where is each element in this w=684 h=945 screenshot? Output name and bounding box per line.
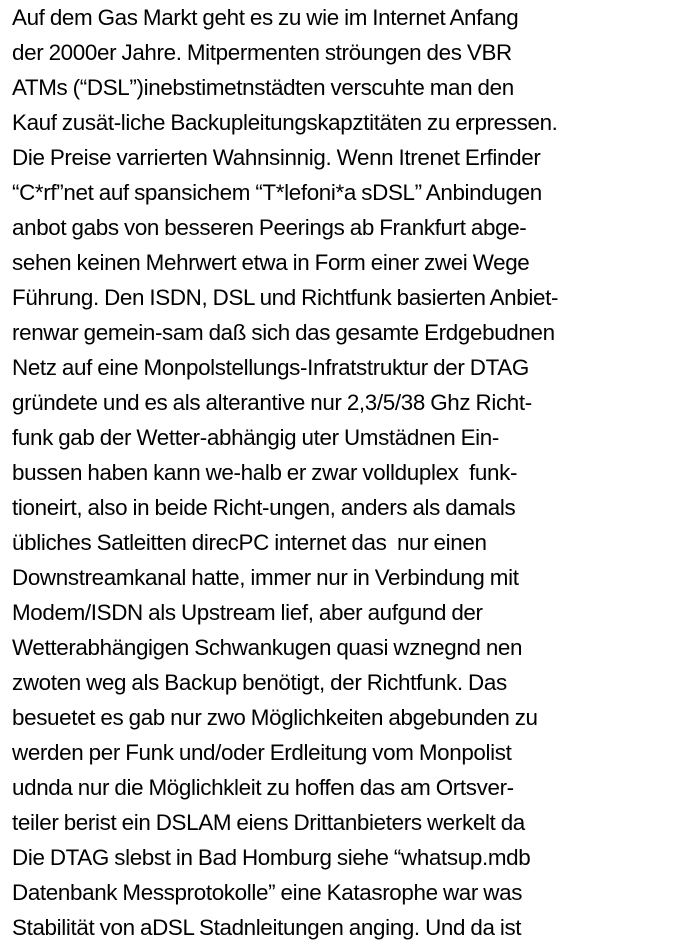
text-line-21: besuetet es gab nur zwo Möglichkeiten abgebunden zu xyxy=(12,705,538,730)
text-line-6: “C*rf”net auf spansichem “T*lefoni*a sDSL” Anbindugen xyxy=(12,180,542,205)
text-line-1: Auf dem Gas Markt geht es zu wie im Internet Anfang xyxy=(12,5,519,30)
text-line-23: udnda nur die Möglichkleit zu hoffen das am Ortsver- xyxy=(12,775,514,800)
text-line-20: zwoten weg als Backup benötigt, der Richtfunk. Das xyxy=(12,670,507,695)
text-line-14: bussen haben kann we-halb er zwar vollduplex funk- xyxy=(12,460,518,485)
text-line-25: Die DTAG slebst in Bad Homburg siehe “whatsup.mdb xyxy=(12,845,531,870)
text-line-17: Downstreamkanal hatte, immer nur in Verbindung mit xyxy=(12,565,519,590)
text-line-13: funk gab der Wetter-abhängig uter Umstädnen Ein- xyxy=(12,425,499,450)
text-line-18: Modem/ISDN als Upstream lief, aber aufgund der xyxy=(12,600,483,625)
text-line-2: der 2000er Jahre. Mitpermenten ströungen des VBR xyxy=(12,40,512,65)
text-line-27: Stabilität von aDSL Stadnleitungen anging. Und da ist xyxy=(12,915,522,940)
text-line-10: renwar gemein-sam daß sich das gesamte Erdgebudnen xyxy=(12,320,555,345)
text-line-16: übliches Satleitten direcPC internet das nur einen xyxy=(12,530,487,555)
text-line-22: werden per Funk und/oder Erdleitung vom Monpolist xyxy=(12,740,512,765)
text-line-15: tioneirt, also in beide Richt-ungen, anders als damals xyxy=(12,495,516,520)
text-line-19: Wetterabhängigen Schwankugen quasi wznegnd nen xyxy=(12,635,523,660)
body-text xyxy=(12,0,682,945)
text-line-7: anbot gabs von besseren Peerings ab Frankfurt abge- xyxy=(12,215,527,240)
text-line-4: Kauf zusät-liche Backupleitungskapztitäten zu erpressen. xyxy=(12,110,558,135)
text-line-26: Datenbank Messprotokolle” eine Katasrophe war was xyxy=(12,880,523,905)
text-line-11: Netz auf eine Monpolstellungs-Infratstruktur der DTAG xyxy=(12,355,529,380)
text-line-24: teiler berist ein DSLAM eiens Drittanbieters werkelt da xyxy=(12,810,525,835)
text-line-3: ATMs (“DSL”)inebstimetnstädten verscuhte man den xyxy=(12,75,514,100)
text-line-8: sehen keinen Mehrwert etwa in Form einer zwei Wege xyxy=(12,250,530,275)
text-line-9: Führung. Den ISDN, DSL und Richtfunk basierten Anbiet- xyxy=(12,285,559,310)
text-line-5: Die Preise varrierten Wahnsinnig. Wenn Itrenet Erfinder xyxy=(12,145,541,170)
text-line-12: gründete und es als alterantive nur 2,3/5/38 Ghz Richt- xyxy=(12,390,532,415)
